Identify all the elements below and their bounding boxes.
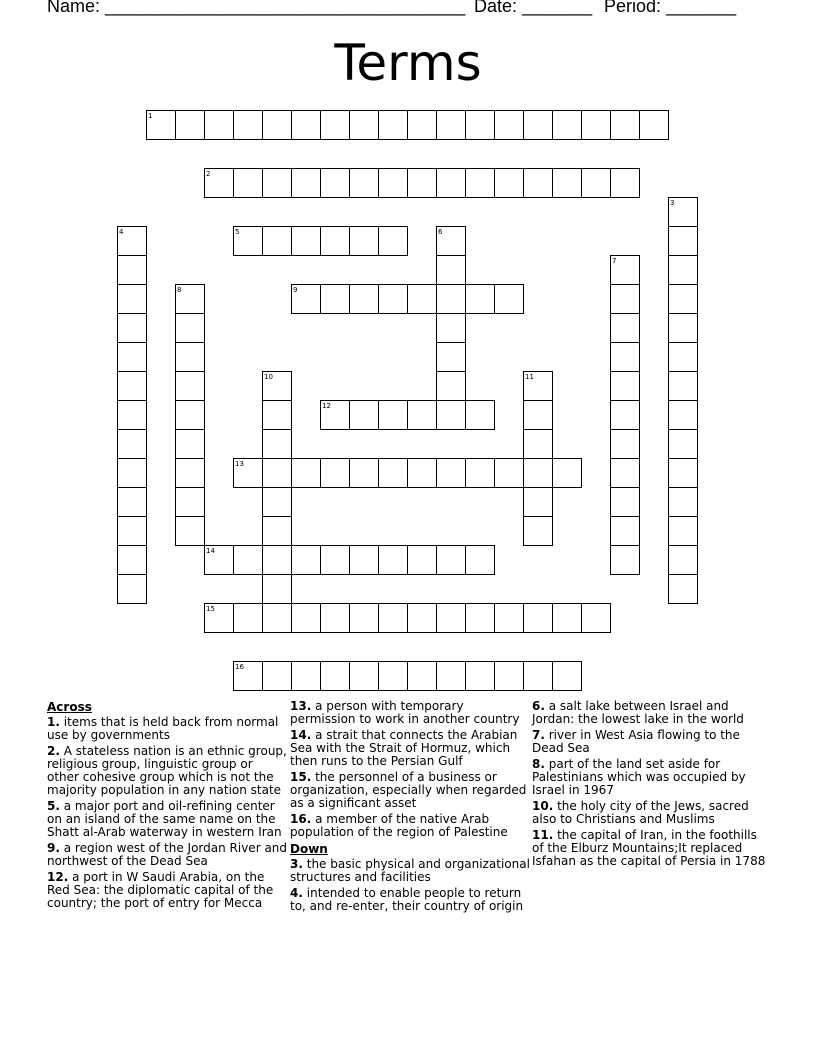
grid-cell[interactable] [291,110,321,140]
grid-cell[interactable] [465,458,495,488]
grid-cell[interactable] [639,110,669,140]
grid-cell[interactable] [668,574,698,604]
grid-cell[interactable] [117,371,147,401]
grid-cell[interactable] [610,284,640,314]
grid-cell[interactable] [465,168,495,198]
grid-cell[interactable] [668,516,698,546]
clue-item [47,842,287,868]
grid-cell[interactable] [320,661,350,691]
clue-item [290,771,530,810]
grid-cell[interactable] [233,110,263,140]
grid-cell[interactable] [407,603,437,633]
grid-cell[interactable] [610,545,640,575]
grid-cell[interactable] [378,284,408,314]
grid-cell[interactable] [436,168,466,198]
grid-cell[interactable] [262,110,292,140]
clue-number-2: 2 [206,170,211,178]
grid-cell[interactable] [262,574,292,604]
grid-cell[interactable] [320,226,350,256]
grid-cell[interactable] [436,545,466,575]
page-title: Terms [334,34,482,92]
clue-number-10: 10 [264,373,273,381]
grid-cell[interactable] [668,313,698,343]
clue-text: the personnel of a business or organization, especially when regarded as a significant asset [290,770,527,810]
clue-list-col2-down [290,858,530,913]
grid-cell[interactable] [117,342,147,372]
clue-number-5: 5 [235,228,240,236]
grid-cell[interactable] [668,255,698,285]
clue-number-15: 15 [206,605,215,613]
grid-cell[interactable] [175,429,205,459]
grid-cell[interactable] [349,661,379,691]
clues-column-1 [47,700,287,913]
clue-item [47,716,287,742]
grid-cell[interactable] [436,400,466,430]
across-heading: Across [47,700,92,714]
grid-cell[interactable] [465,110,495,140]
grid-cell[interactable] [494,168,524,198]
grid-cell[interactable] [436,342,466,372]
grid-cell[interactable] [175,516,205,546]
grid-cell[interactable] [117,545,147,575]
grid-cell[interactable] [378,110,408,140]
grid-cell[interactable] [291,603,321,633]
grid-cell[interactable] [436,603,466,633]
grid-cell[interactable] [233,603,263,633]
grid-cell[interactable] [262,545,292,575]
grid-cell[interactable] [291,458,321,488]
grid-cell[interactable] [291,226,321,256]
date-field[interactable]: Date: _______ [474,0,593,16]
clues-column-2 [290,700,530,916]
grid-cell[interactable] [378,661,408,691]
clue-number-16: 16 [235,663,244,671]
grid-cell[interactable] [349,226,379,256]
grid-cell[interactable] [668,371,698,401]
grid-cell[interactable] [117,400,147,430]
clue-item [47,871,287,910]
clue-number: 6. [532,699,545,713]
grid-cell[interactable] [523,661,553,691]
grid-cell[interactable] [262,487,292,517]
clue-text: part of the land set aside for Palestinians which was occupied by Israel in 1967 [532,757,746,797]
grid-cell[interactable] [291,168,321,198]
period-field[interactable]: Period: _______ [604,0,737,16]
clue-number: 9. [47,841,60,855]
clue-number-4: 4 [119,228,124,236]
grid-cell[interactable] [320,603,350,633]
clue-text: a member of the native Arab population of the region of Palestine [290,812,508,839]
clue-number-8: 8 [177,286,182,294]
clue-number: 14. [290,728,312,742]
clue-number-11: 11 [525,373,534,381]
clue-number: 2. [47,744,60,758]
grid-cell[interactable] [262,168,292,198]
grid-cell[interactable] [610,110,640,140]
grid-cell[interactable] [349,168,379,198]
grid-cell[interactable] [610,313,640,343]
grid-cell[interactable] [523,429,553,459]
grid-cell[interactable] [407,284,437,314]
clue-list-col3 [532,700,772,868]
clue-item [532,829,772,868]
grid-cell[interactable] [407,458,437,488]
clue-item [290,729,530,768]
grid-cell[interactable] [668,458,698,488]
grid-cell[interactable] [349,400,379,430]
grid-cell[interactable] [175,110,205,140]
clue-number: 16. [290,812,312,826]
clue-number: 12. [47,870,69,884]
clue-number-13: 13 [235,460,244,468]
grid-cell[interactable] [668,429,698,459]
grid-cell[interactable] [349,110,379,140]
grid-cell[interactable] [465,400,495,430]
clues-column-3 [532,700,772,871]
grid-cell[interactable] [262,661,292,691]
grid-cell[interactable] [378,603,408,633]
grid-cell[interactable] [117,429,147,459]
clue-text: a person with temporary permission to work in another country [290,699,520,726]
grid-cell[interactable] [320,284,350,314]
grid-cell[interactable] [552,168,582,198]
clue-number: 10. [532,799,554,813]
grid-cell[interactable] [262,400,292,430]
grid-cell[interactable] [349,284,379,314]
grid-cell[interactable] [117,487,147,517]
clue-number: 5. [47,799,60,813]
grid-cell[interactable] [262,429,292,459]
grid-cell[interactable] [581,168,611,198]
grid-cell[interactable] [175,342,205,372]
grid-cell[interactable] [552,603,582,633]
grid-cell[interactable] [291,661,321,691]
clue-text: a region west of the Jordan River and northwest of the Dead Sea [47,841,288,868]
grid-cell[interactable] [175,313,205,343]
clue-text: items that is held back from normal use by governments [47,715,279,742]
clue-number: 7. [532,728,545,742]
clue-item [290,858,530,884]
grid-cell[interactable] [552,661,582,691]
grid-cell[interactable] [407,110,437,140]
grid-cell[interactable] [233,168,263,198]
grid-cell[interactable] [175,458,205,488]
clue-item [532,758,772,797]
grid-cell[interactable] [668,226,698,256]
grid-cell[interactable] [117,284,147,314]
grid-cell[interactable] [436,255,466,285]
grid-cell[interactable] [117,574,147,604]
clue-item [532,700,772,726]
grid-cell[interactable] [494,458,524,488]
grid-cell[interactable] [436,371,466,401]
grid-cell[interactable] [378,226,408,256]
clue-number-3: 3 [670,199,675,207]
clue-list-col2-across [290,700,530,839]
clue-number: 1. [47,715,60,729]
grid-cell[interactable] [668,342,698,372]
grid-cell[interactable] [494,661,524,691]
grid-cell[interactable] [233,545,263,575]
grid-cell[interactable] [610,487,640,517]
clue-list-col1 [47,716,287,910]
grid-cell[interactable] [668,545,698,575]
clue-text: the capital of Iran, in the foothills of the Elburz Mountains;It replaced Isfahan as the capital of Persia in 1788 [532,828,766,868]
grid-cell[interactable] [262,458,292,488]
clue-number: 13. [290,699,312,713]
grid-cell[interactable] [494,284,524,314]
clue-text: a salt lake between Israel and Jordan: the lowest lake in the world [532,699,744,726]
clue-text: a major port and oil-refining center on an island of the same name on the Shatt al-Arab waterway in western Iran [47,799,282,839]
grid-cell[interactable] [494,603,524,633]
grid-cell[interactable] [465,661,495,691]
grid-cell[interactable] [175,400,205,430]
grid-cell[interactable] [465,545,495,575]
grid-cell[interactable] [407,168,437,198]
grid-cell[interactable] [407,545,437,575]
grid-cell[interactable] [523,487,553,517]
grid-cell[interactable] [291,545,321,575]
grid-cell[interactable] [349,545,379,575]
grid-cell[interactable] [523,168,553,198]
grid-cell[interactable] [117,458,147,488]
clue-item [47,800,287,839]
grid-cell[interactable] [581,603,611,633]
clue-text: the holy city of the Jews, sacred also to Christians and Muslims [532,799,749,826]
grid-cell[interactable] [610,371,640,401]
grid-cell[interactable] [320,458,350,488]
clue-text: river in West Asia flowing to the Dead Sea [532,728,740,755]
grid-cell[interactable] [436,458,466,488]
grid-cell[interactable] [668,284,698,314]
grid-cell[interactable] [668,400,698,430]
clue-number-7: 7 [612,257,617,265]
grid-cell[interactable] [320,545,350,575]
grid-cell[interactable] [465,603,495,633]
clue-number-6: 6 [438,228,443,236]
grid-cell[interactable] [436,284,466,314]
grid-cell[interactable] [262,603,292,633]
clue-number-9: 9 [293,286,298,294]
grid-cell[interactable] [436,313,466,343]
grid-cell[interactable] [407,661,437,691]
clue-text: a port in W Saudi Arabia, on the Red Sea: the diplomatic capital of the country; the port of entry for Mecca [47,870,274,910]
grid-cell[interactable] [436,661,466,691]
down-heading: Down [290,842,328,856]
grid-cell[interactable] [262,226,292,256]
grid-cell[interactable] [117,516,147,546]
grid-cell[interactable] [320,168,350,198]
clue-text: A stateless nation is an ethnic group, religious group, linguistic group or other cohesive group which is not the majority population in any nation state [47,744,287,797]
grid-cell[interactable] [204,110,234,140]
grid-cell[interactable] [668,487,698,517]
grid-cell[interactable] [436,110,466,140]
grid-cell[interactable] [523,110,553,140]
grid-cell[interactable] [494,110,524,140]
clue-number: 15. [290,770,312,784]
grid-cell[interactable] [117,255,147,285]
grid-cell[interactable] [378,400,408,430]
clue-item [47,745,287,797]
grid-cell[interactable] [320,110,350,140]
grid-cell[interactable] [349,458,379,488]
grid-cell[interactable] [552,110,582,140]
grid-cell[interactable] [175,487,205,517]
name-field[interactable]: Name: ____________________________________ [47,0,466,16]
clue-number-1: 1 [148,112,153,120]
clue-number-14: 14 [206,547,215,555]
grid-cell[interactable] [262,516,292,546]
grid-cell[interactable] [610,458,640,488]
grid-cell[interactable] [610,168,640,198]
grid-cell[interactable] [523,458,553,488]
grid-cell[interactable] [610,516,640,546]
clue-number: 8. [532,757,545,771]
clue-text: the basic physical and organizational structures and facilities [290,857,530,884]
grid-cell[interactable] [407,400,437,430]
grid-cell[interactable] [378,545,408,575]
grid-cell[interactable] [610,342,640,372]
clue-item [290,813,530,839]
grid-cell[interactable] [552,458,582,488]
clue-item [532,800,772,826]
clue-number: 11. [532,828,554,842]
clue-number-12: 12 [322,402,331,410]
grid-cell[interactable] [378,458,408,488]
clue-text: a strait that connects the Arabian Sea with the Strait of Hormuz, which then runs to the Persian Gulf [290,728,518,768]
grid-cell[interactable] [523,400,553,430]
clue-text: intended to enable people to return to, and re-enter, their country of origin [290,886,524,913]
grid-cell[interactable] [610,400,640,430]
grid-cell[interactable] [610,429,640,459]
grid-cell[interactable] [523,516,553,546]
clue-item [290,887,530,913]
clue-number: 4. [290,886,303,900]
grid-cell[interactable] [117,313,147,343]
clue-number: 3. [290,857,303,871]
clue-item [532,729,772,755]
grid-cell[interactable] [378,168,408,198]
grid-cell[interactable] [523,603,553,633]
grid-cell[interactable] [581,110,611,140]
clue-item [290,700,530,726]
grid-cell[interactable] [465,284,495,314]
grid-cell[interactable] [175,371,205,401]
grid-cell[interactable] [349,603,379,633]
